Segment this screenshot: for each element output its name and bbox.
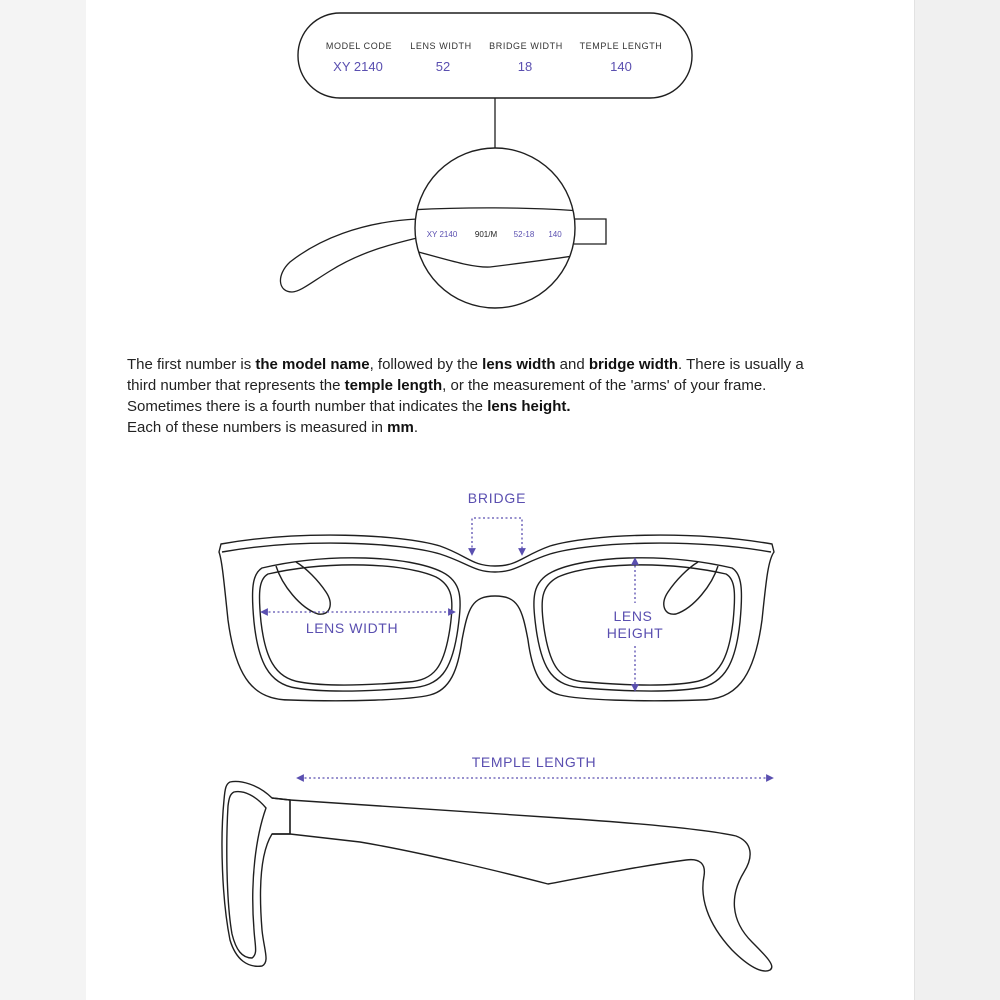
- temple-print-color-code: 901/M: [474, 230, 498, 239]
- glasses-front-view: [219, 535, 774, 701]
- bridge-label: BRIDGE: [467, 490, 527, 506]
- lens-height-label-line1: LENS: [613, 608, 653, 624]
- description-line-3: Sometimes there is a fourth number that indicates the lens height.: [127, 398, 571, 415]
- temple-print-size: 52▫18: [513, 230, 535, 239]
- temple-print-model: XY 2140: [426, 230, 458, 239]
- lens-width-label: LENS WIDTH: [410, 41, 472, 51]
- temple-length-diagram-label: TEMPLE LENGTH: [471, 754, 597, 770]
- bridge-width-value: 18: [517, 59, 533, 74]
- frame-outline: [219, 535, 774, 701]
- bridge-width-label: BRIDGE WIDTH: [489, 41, 563, 51]
- magnifier-circle: [415, 148, 575, 308]
- model-code-pill: [298, 13, 692, 98]
- bridge-indicator: [472, 518, 522, 552]
- rim-profile: [222, 782, 290, 967]
- lens-width-value: 52: [435, 59, 451, 74]
- description-line-2: third number that represents the temple length, or the measurement of the 'arms' of your frame.: [127, 377, 767, 394]
- description-line-1: The first number is the model name, followed by the lens width and bridge width. There is usually a: [127, 356, 804, 373]
- lens-height-label-line2: HEIGHT: [606, 625, 664, 641]
- model-code-value: XY 2140: [333, 59, 383, 74]
- temple-length-value: 140: [610, 59, 632, 74]
- lens-width-diagram-label: LENS WIDTH: [305, 620, 399, 636]
- glasses-side-view: [222, 782, 772, 972]
- description-text: [127, 354, 867, 438]
- model-code-box: [298, 13, 692, 98]
- temple-arm-profile: [290, 800, 772, 971]
- temple-length-label: TEMPLE LENGTH: [579, 41, 663, 51]
- temple-print-temple: 140: [548, 230, 562, 239]
- description-line-4: Each of these numbers is measured in mm.: [127, 419, 418, 436]
- model-code-label: MODEL CODE: [325, 41, 393, 51]
